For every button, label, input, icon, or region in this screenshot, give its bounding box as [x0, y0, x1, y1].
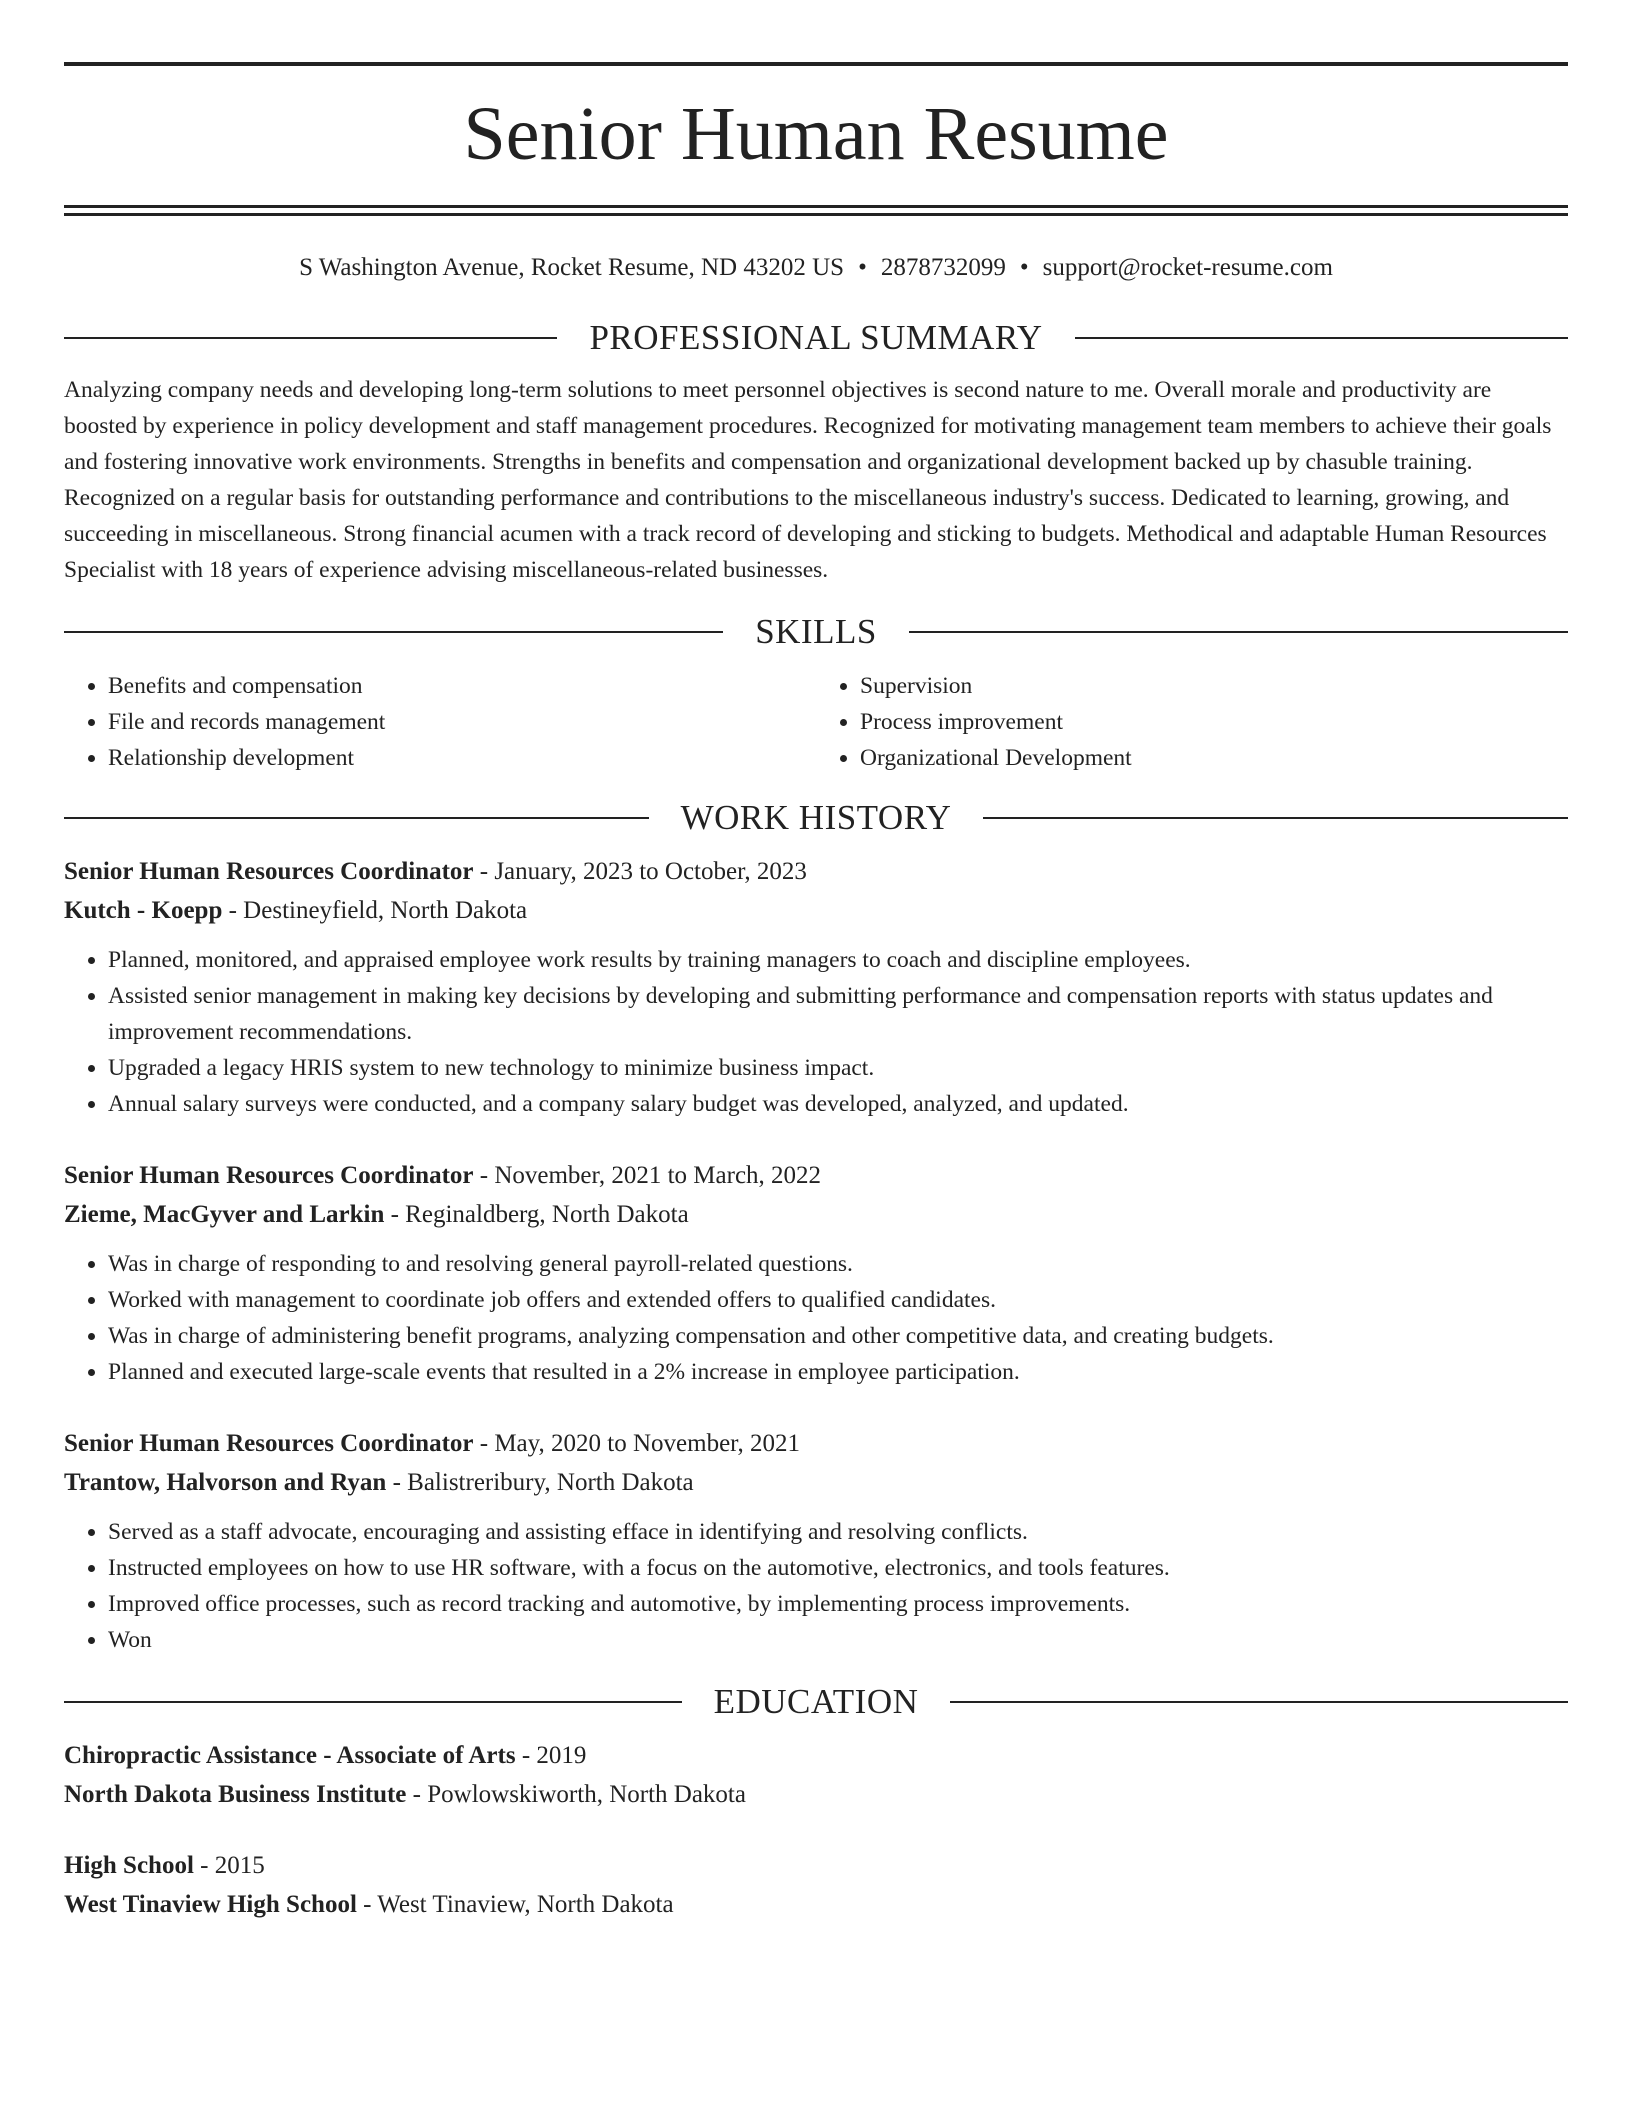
job-bullet: • Served as a staff advocate, encouraging and assisting efface in identifying and resolving conflicts.	[108, 1514, 1568, 1550]
contact-separator: •	[1019, 254, 1029, 281]
job-company-line	[64, 1463, 1568, 1502]
job-entry	[64, 852, 1568, 1122]
education-year: - 2015	[193, 1852, 265, 1879]
contact-separator: •	[858, 254, 867, 281]
skills-heading-label: SKILLS	[755, 612, 877, 651]
skill-item: • Organizational Development	[860, 740, 1568, 776]
education-section-heading	[64, 1680, 1568, 1724]
heading-rule-left	[64, 817, 649, 819]
job-bullets	[64, 942, 1568, 1122]
job-location: - Reginaldberg, North Dakota	[384, 1201, 689, 1228]
heading-rule-right	[983, 817, 1568, 819]
job-title: Senior Human Resources Coordinator	[64, 1162, 474, 1189]
job-bullet: • Planned, monitored, and appraised employee work results by training managers to coach and discipline employees.	[108, 942, 1568, 978]
heading-rule-right	[909, 631, 1568, 633]
job-bullet: • Upgraded a legacy HRIS system to new technology to minimize business impact.	[108, 1050, 1568, 1086]
education-degree: High School	[64, 1852, 194, 1879]
job-bullet: • Worked with management to coordinate job offers and extended offers to qualified candidates.	[108, 1282, 1568, 1318]
skill-item: • Process improvement	[860, 704, 1568, 740]
education-degree-line	[64, 1736, 1568, 1775]
heading-rule-right	[950, 1701, 1568, 1703]
education-location: - Powlowskiworth, North Dakota	[406, 1781, 746, 1808]
education-entry	[64, 1846, 1568, 1924]
education-entry	[64, 1736, 1568, 1814]
education-school: West Tinaview High School	[64, 1891, 357, 1918]
skill-item: • Supervision	[860, 668, 1568, 704]
job-dates: - November, 2021 to March, 2022	[473, 1162, 822, 1189]
heading-rule-right	[1075, 337, 1568, 339]
skill-item: • Benefits and compensation	[108, 668, 816, 704]
education-heading-label: EDUCATION	[713, 1682, 919, 1721]
work-section-heading	[64, 796, 1568, 840]
job-bullet: • Was in charge of responding to and resolving general payroll-related questions.	[108, 1246, 1568, 1282]
job-bullet: • Instructed employees on how to use HR software, with a focus on the automotive, electronics, and tools features.	[108, 1550, 1568, 1586]
education-degree: Chiropractic Assistance - Associate of Arts	[64, 1742, 516, 1769]
job-bullet: • Improved office processes, such as record tracking and automotive, by implementing process improvements.	[108, 1586, 1568, 1622]
job-location: - Destineyfield, North Dakota	[222, 897, 528, 924]
job-entry	[64, 1156, 1568, 1390]
job-entry	[64, 1424, 1568, 1658]
education-school-line	[64, 1885, 1568, 1924]
contact-email: support@rocket-resume.com	[1042, 254, 1333, 281]
job-location: - Balistreribury, North Dakota	[386, 1469, 694, 1496]
job-title-line	[64, 1424, 1568, 1463]
job-company: Trantow, Halvorson and Ryan	[64, 1469, 387, 1496]
job-company-line	[64, 891, 1568, 930]
job-bullet: • Assisted senior management in making key decisions by developing and submitting performance and compensation reports with status updates and improvement recommendations.	[108, 978, 1568, 1050]
job-bullet: • Annual salary surveys were conducted, and a company salary budget was developed, analyzed, and updated.	[108, 1086, 1568, 1122]
summary-heading-label: PROFESSIONAL SUMMARY	[589, 318, 1043, 357]
resume-content	[64, 62, 1568, 1924]
contact-line	[64, 251, 1568, 285]
job-dates: - May, 2020 to November, 2021	[473, 1430, 800, 1457]
education-year: - 2019	[515, 1742, 587, 1769]
education-school-line	[64, 1775, 1568, 1814]
education-degree-line	[64, 1846, 1568, 1885]
job-company: Kutch - Koepp	[64, 897, 223, 924]
job-company: Zieme, MacGyver and Larkin	[64, 1201, 385, 1228]
skill-item: • File and records management	[108, 704, 816, 740]
summary-section-heading	[64, 316, 1568, 360]
skills-column-right	[816, 668, 1568, 776]
skill-item: • Relationship development	[108, 740, 816, 776]
top-rule	[64, 62, 1568, 66]
job-bullet: • Won	[108, 1622, 1568, 1658]
heading-rule-left	[64, 1701, 682, 1703]
job-title: Senior Human Resources Coordinator	[64, 858, 474, 885]
job-bullet: • Planned and executed large-scale events that resulted in a 2% increase in employee participation.	[108, 1354, 1568, 1390]
education-location: - West Tinaview, North Dakota	[356, 1891, 674, 1918]
skills-section-heading	[64, 610, 1568, 654]
education-school: North Dakota Business Institute	[64, 1781, 407, 1808]
heading-rule-left	[64, 631, 723, 633]
summary-text: Analyzing company needs and developing long-term solutions to meet personnel objectives is second nature to me. Overall morale and productivity are boosted by experience in policy development and staff management procedures. Recognized for motivating management team members to achieve their goals and fostering innovative work environments. Strengths in benefits and compensation and organizational development backed up by chasuble training. Recognized on a regular basis for outstanding performance and contributions to the miscellaneous industry's success. Dedicated to learning, growing, and succeeding in miscellaneous. Strong financial acumen with a track record of developing and sticking to budgets. Methodical and adaptable Human Resources Specialist with 18 years of experience advising miscellaneous-related businesses.	[64, 377, 1552, 583]
job-title-line	[64, 852, 1568, 891]
contact-address: S Washington Avenue, Rocket Resume, ND 43202 US	[299, 254, 845, 281]
job-dates: - January, 2023 to October, 2023	[473, 858, 807, 885]
job-company-line	[64, 1195, 1568, 1234]
skills-column-left	[64, 668, 816, 776]
job-bullets	[64, 1514, 1568, 1658]
skills-list	[64, 668, 1568, 776]
job-bullets	[64, 1246, 1568, 1390]
title-double-rule	[64, 205, 1568, 216]
job-title-line	[64, 1156, 1568, 1195]
contact-phone: 2878732099	[880, 254, 1006, 281]
job-bullet: • Was in charge of administering benefit programs, analyzing compensation and other competitive data, and creating budgets.	[108, 1318, 1568, 1354]
work-heading-label: WORK HISTORY	[680, 798, 952, 837]
resume-title: Senior Human Resume	[463, 92, 1169, 176]
heading-rule-left	[64, 337, 557, 339]
job-title: Senior Human Resources Coordinator	[64, 1430, 474, 1457]
